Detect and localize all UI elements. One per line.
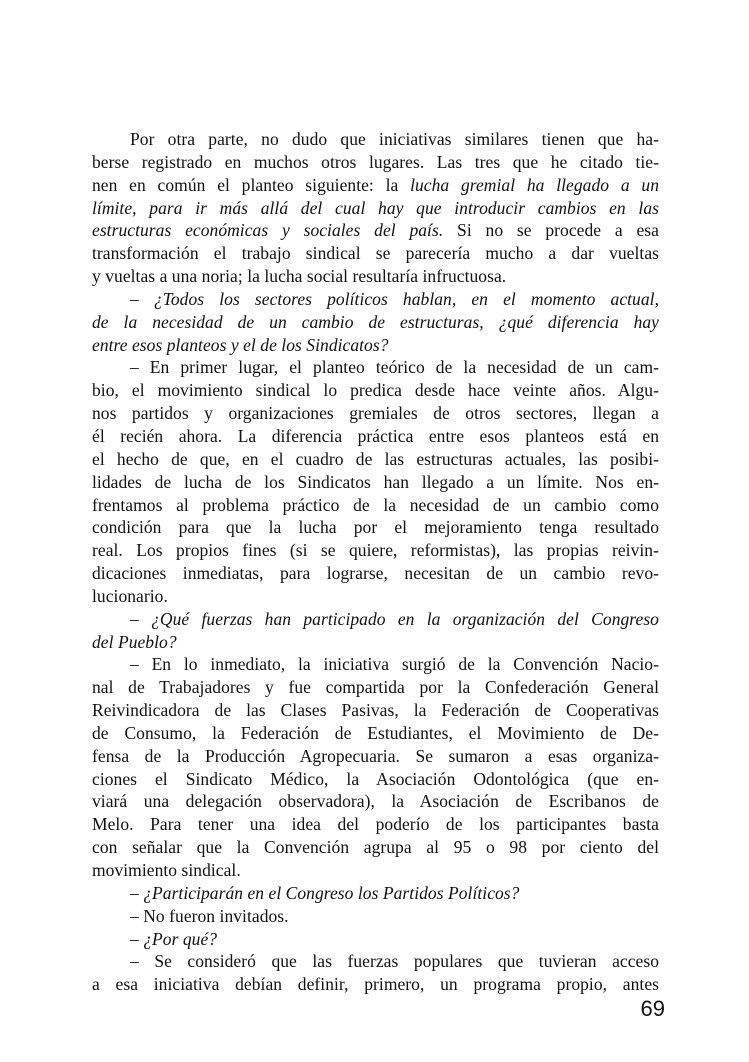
plain-text: viará una delegación observadora), la Asociación de Escribanos de [92,791,659,812]
text-line [92,128,659,151]
text-line [92,836,659,859]
text-line [92,928,659,951]
plain-text: lidades de lucha de los Sindicatos han llegado a un límite. Nos en- [92,471,659,492]
plain-text: berse registrado en muchos otros lugares. Las tres que he citado tie- [92,151,659,172]
text-line [92,265,659,288]
plain-text: dicaciones inmediatas, para lograrse, necesitan de un cambio revo- [92,563,659,584]
plain-text: bio, el movimiento sindical lo predica desde hace veinte años. Algu- [92,380,659,401]
plain-text: con señalar que la Convención agrupa al 95 o 98 por ciento del [92,837,659,858]
text-line [92,516,659,539]
text-line [92,950,659,973]
text-line [92,448,659,471]
plain-text: frentamos al problema práctico de la necesidad de un cambio como [92,494,659,515]
text-line [92,334,659,357]
text-line [92,197,659,220]
plain-text: nos partidos y organizaciones gremiales de otros sectores, llegan a [92,403,659,424]
plain-text: – No fueron invitados. [130,905,289,926]
text-line [92,379,659,402]
plain-text: – En lo inmediato, la iniciativa surgió de la Convención Nacio- [130,654,659,675]
text-line [92,905,659,928]
text-line [92,288,659,311]
italic-text: de la necesidad de un cambio de estructuras, ¿qué diferencia hay [92,311,659,332]
plain-text: de Consumo, la Federación de Estudiantes, el Movimiento de De- [92,722,659,743]
italic-text: – ¿Qué fuerzas han participado en la organización del Congreso [130,608,659,629]
text-line [92,585,659,608]
body-text [92,128,659,996]
text-line [92,425,659,448]
text-line [92,768,659,791]
plain-text: – Se consideró que las fuerzas populares que tuvieran acceso [130,951,659,972]
text-line [92,882,659,905]
plain-text: condición para que la lucha por el mejoramiento tenga resultado [92,517,659,538]
text-line [92,699,659,722]
plain-text: el hecho de que, en el cuadro de las estructuras actuales, las posibi- [92,448,659,469]
plain-text: fensa de la Producción Agropecuaria. Se sumaron a esas organiza- [92,745,659,766]
text-line [92,242,659,265]
text-line [92,471,659,494]
text-line [92,356,659,379]
italic-text: entre esos planteos y el de los Sindicatos? [92,334,389,355]
text-line [92,722,659,745]
text-line [92,311,659,334]
italic-text: – ¿Por qué? [130,928,218,949]
text-line [92,790,659,813]
page-number: 69 [640,996,665,1021]
plain-text: nal de Trabajadores y fue compartida por la Confederación General [92,677,659,698]
text-line [92,608,659,631]
text-line [92,813,659,836]
plain-text: y vueltas a una noria; la lucha social resultaría infructuosa. [92,266,507,287]
text-line [92,539,659,562]
italic-text: lucha gremial ha llegado a un [410,174,659,195]
text-line [92,745,659,768]
plain-text: él recién ahora. La diferencia práctica entre esos planteos está en [92,425,659,446]
plain-text: Si no se procede a esa [443,220,659,241]
text-line [92,676,659,699]
plain-text: Reivindicadora de las Clases Pasivas, la Federación de Cooperativas [92,700,659,721]
text-line [92,653,659,676]
plain-text: transformación el trabajo sindical se parecería mucho a dar vueltas [92,243,659,264]
text-line [92,859,659,882]
plain-text: movimiento sindical. [92,860,241,880]
italic-text: estructuras económicas y sociales del país. [92,220,444,241]
text-line [92,151,659,174]
plain-text: lucionario. [92,585,168,606]
italic-text: – ¿Participarán en el Congreso los Partidos Políticos? [130,882,520,903]
text-line [92,494,659,517]
text-line [92,402,659,425]
plain-text: a esa iniciativa debían definir, primero, un programa propio, antes [92,974,659,995]
plain-text: ciones el Sindicato Médico, la Asociación Odontológica (que en- [92,768,659,789]
italic-text: límite, para ir más allá del cual hay que introducir cambios en las [92,197,659,218]
text-line [92,562,659,585]
text-line [92,174,659,197]
plain-text: Melo. Para tener una idea del poderío de los participantes basta [92,814,659,835]
plain-text: real. Los propios fines (si se quiere, reformistas), las propias reivin- [92,540,659,561]
text-line [92,973,659,996]
plain-text: Por otra parte, no dudo que iniciativas similares tienen que ha- [130,129,659,149]
text-line [92,631,659,654]
plain-text: nen en común el planteo siguiente: la [92,174,411,195]
italic-text: del Pueblo? [92,631,177,652]
text-line [92,219,659,242]
plain-text: – En primer lugar, el planteo teórico de la necesidad de un cam- [130,357,659,378]
italic-text: – ¿Todos los sectores políticos hablan, en el momento actual, [130,288,659,309]
